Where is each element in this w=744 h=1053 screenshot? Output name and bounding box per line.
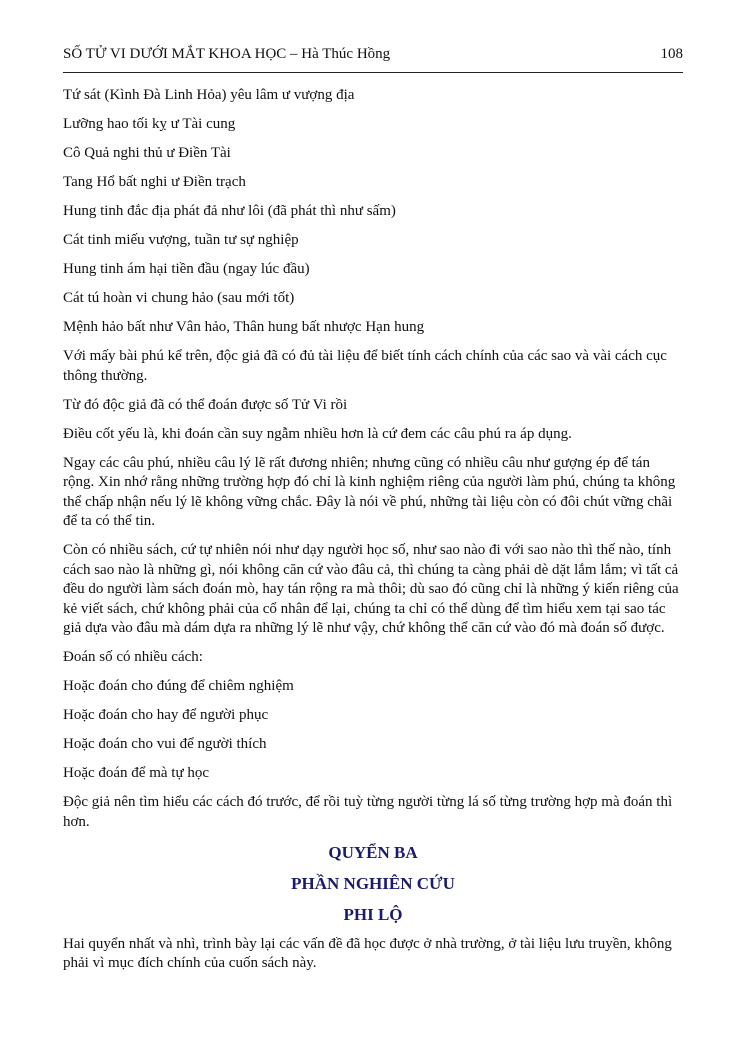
page-number: 108 bbox=[660, 46, 683, 62]
running-header bbox=[63, 46, 683, 68]
subsection-heading: PHI LỘ bbox=[343, 904, 403, 924]
verse-line: Cô Quả nghi thủ ư Điền Tài bbox=[63, 145, 231, 161]
method-line: Hoặc đoán để mà tự học bbox=[63, 765, 209, 781]
verse-line: Hung tinh ám hại tiền đầu (ngay lúc đầu) bbox=[63, 261, 310, 277]
header-rule bbox=[63, 72, 683, 73]
verse-line: Mệnh hảo bất như Vân hảo, Thân hung bất nhược Hạn hung bbox=[63, 319, 425, 335]
method-line: Hoặc đoán cho hay để người phục bbox=[63, 707, 269, 723]
paragraph: Từ đó độc giả đã có thể đoán được số Tử Vi rồi bbox=[63, 396, 348, 413]
final-paragraph: Hai quyển nhất và nhì, trình bày lại các vấn đề đã học được ở nhà trường, ở tài liệu lưu truyền, không phải vì mục đích chính của cuốn sách này. bbox=[63, 935, 672, 971]
paragraph: Ngay các câu phú, nhiều câu lý lẽ rất đương nhiên; nhưng cũng có nhiều câu như gượng ép để tán rộng. Xin nhớ rằng những trường hợp đó chỉ là kinh nghiệm riêng của người làm phú, chúng ta không thể chấp nhận nếu lý lẽ không vững chắc. Đây là nói về phú, những tài liệu còn có đôi chút vững chãi để ta có thể tin. bbox=[63, 454, 676, 529]
verse-line: Cát tinh miếu vượng, tuần tư sự nghiệp bbox=[63, 232, 299, 248]
section-heading: PHẦN NGHIÊN CỨU bbox=[291, 873, 455, 893]
closing-paragraph: Độc giả nên tìm hiểu các cách đó trước, để rồi tuỳ từng người từng lá số từng trường hợp mà đoán thì hơn. bbox=[63, 794, 673, 830]
header-title: SỐ TỬ VI DƯỚI MẮT KHOA HỌC – Hà Thúc Hồng bbox=[63, 46, 391, 62]
method-line: Hoặc đoán cho vui để người thích bbox=[63, 736, 267, 752]
verse-line: Cát tú hoàn vi chung hảo (sau mới tốt) bbox=[63, 290, 295, 306]
method-line: Hoặc đoán cho đúng để chiêm nghiệm bbox=[63, 678, 294, 694]
verse-line: Tứ sát (Kình Đà Linh Hỏa) yêu lâm ư vượng địa bbox=[63, 87, 355, 103]
paragraph: Đoán số có nhiều cách: bbox=[63, 649, 203, 665]
paragraph: Điều cốt yếu là, khi đoán cần suy ngẫm nhiều hơn là cứ đem các câu phú ra áp dụng. bbox=[63, 425, 572, 442]
document-body bbox=[63, 86, 683, 983]
paragraph: Với mấy bài phú kể trên, độc giả đã có đủ tài liệu để biết tính cách chính của các sao và vài cách cục thông thường. bbox=[63, 348, 667, 384]
book-heading: QUYỂN BA bbox=[328, 842, 418, 862]
verse-line: Lưỡng hao tối kỵ ư Tài cung bbox=[63, 116, 236, 132]
verse-line: Tang Hổ bất nghi ư Điền trạch bbox=[63, 174, 246, 190]
paragraph: Còn có nhiều sách, cứ tự nhiên nói như dạy người học số, như sao nào đi với sao nào thì thế nào, tính cách sao nào là những gì, nói không căn cứ vào đâu cả, thì chúng ta càng phải dè dặt lắm lắm; vì tất cả đều do người làm sách đoán mò, hay tán rộng ra mà thôi; dù sao đó cũng chỉ là những ý kiến riêng của kẻ viết sách, chứ không phải của cổ nhân để lại, chúng ta chỉ có thể dùng để tìm hiểu xem tại sao tác giả dựa vào đâu mà dám dựa ra những lý lẽ như vậy, chứ không thể căn cứ vào đó mà đoán số được. bbox=[63, 542, 679, 636]
verse-line: Hung tinh đắc địa phát đả như lôi (đã phát thì như sấm) bbox=[63, 203, 396, 219]
